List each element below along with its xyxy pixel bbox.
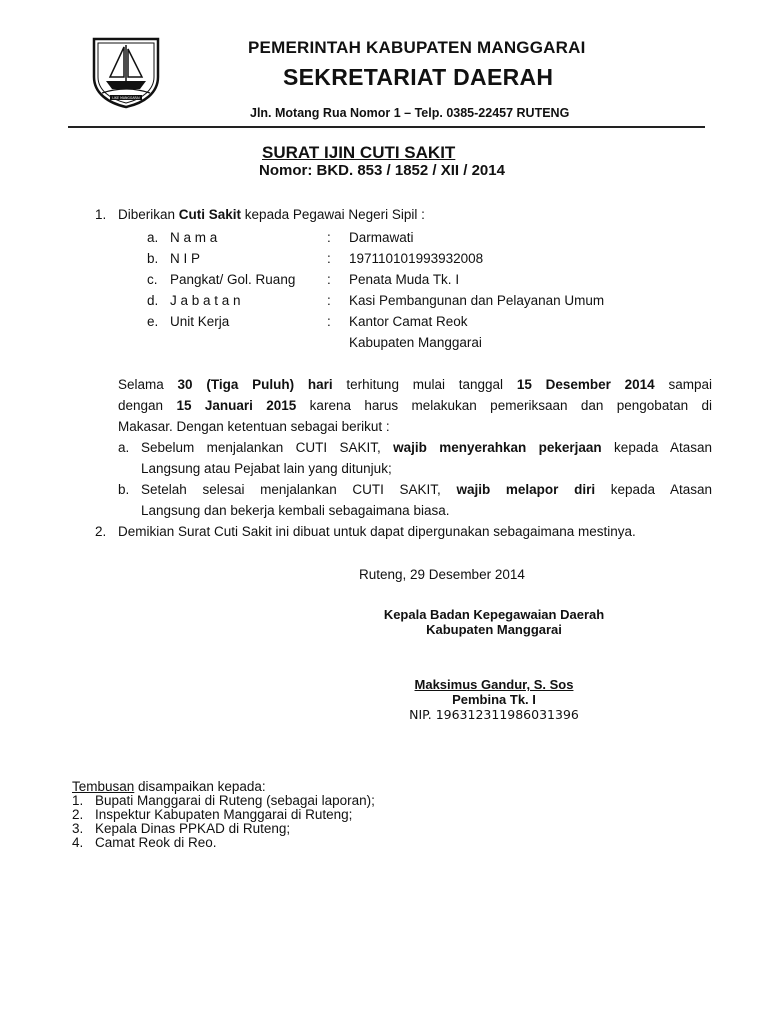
field-colon: : (327, 251, 331, 266)
field-value-name: Darmawati (349, 230, 414, 245)
signature-block (366, 607, 622, 637)
field-colon: : (327, 230, 331, 245)
field-letter: d. (147, 293, 159, 308)
header-divider (68, 126, 705, 128)
condition-a-letter: a. (118, 440, 130, 455)
field-letter: e. (147, 314, 159, 329)
signatory-title-2: Kabupaten Manggarai (426, 622, 562, 637)
cc-item: 3. Kepala Dinas PPKAD di Ruteng; (72, 821, 291, 836)
cc-heading: Tembusan disampaikan kepada: (72, 779, 266, 794)
field-letter: c. (147, 272, 158, 287)
place-date: Ruteng, 29 Desember 2014 (359, 567, 525, 582)
paragraph-line-2: dengan 15 Januari 2015 karena harus melakukan pemeriksaan dan pengobatan di (118, 398, 712, 413)
letter-title: SURAT IJIN CUTI SAKIT (262, 143, 456, 162)
header-secretariat: SEKRETARIAT DAERAH (283, 64, 554, 90)
field-colon: : (327, 293, 331, 308)
condition-b-text: Setelah selesai menjalankan CUTI SAKIT, wajib melapor diri kepada Atasan (141, 482, 713, 497)
field-value-position: Kasi Pembangunan dan Pelayanan Umum (349, 293, 605, 308)
condition-b-letter: b. (118, 482, 130, 497)
field-label-position: J a b a t a n (170, 293, 241, 308)
field-value-nip: 197110101993932008 (349, 251, 484, 266)
field-value-rank: Penata Muda Tk. I (349, 272, 460, 287)
signatory-name: Maksimus Gandur, S. Sos (414, 677, 574, 692)
field-label-unit: Unit Kerja (170, 314, 230, 329)
signatory-details (366, 677, 622, 722)
condition-b-cont: Langsung dan bekerja kembali sebagaimana biasa. (141, 503, 450, 518)
emblem-motto: LIKE MANGGARAI (112, 96, 140, 100)
field-colon: : (327, 314, 331, 329)
condition-a-cont: Langsung atau Pejabat lain yang ditunjuk; (141, 461, 392, 476)
item-2-text: Demikian Surat Cuti Sakit ini dibuat untuk dapat dipergunakan sebagaimana mestinya. (118, 524, 636, 539)
field-label-rank: Pangkat/ Gol. Ruang (170, 272, 296, 287)
cc-item: 2. Inspektur Kabupaten Manggarai di Ruteng; (72, 807, 353, 822)
field-value-unit-cont: Kabupaten Manggarai (349, 335, 482, 350)
cc-item: 4. Camat Reok di Reo. (72, 835, 217, 850)
item-1-text: Diberikan Cuti Sakit kepada Pegawai Negeri Sipil : (118, 207, 425, 222)
letter-number: Nomor: BKD. 853 / 1852 / XII / 2014 (259, 162, 505, 179)
condition-a-text: Sebelum menjalankan CUTI SAKIT, wajib menyerahkan pekerjaan kepada Atasan (141, 440, 713, 455)
cc-item: 1. Bupati Manggarai di Ruteng (sebagai laporan); (72, 793, 375, 808)
field-label-nip: N I P (170, 251, 201, 266)
field-letter: b. (147, 251, 159, 266)
signatory-rank: Pembina Tk. I (452, 692, 536, 707)
field-letter: a. (147, 230, 159, 245)
signatory-title-1: Kepala Badan Kepegawaian Daerah (383, 607, 605, 622)
paragraph-line-1: Selama 30 (Tiga Puluh) hari terhitung mulai tanggal 15 Desember 2014 sampai (118, 377, 712, 392)
signatory-nip: NIP. 196312311986031396 (409, 707, 579, 722)
header-address: Jln. Motang Rua Nomor 1 – Telp. 0385-22457 RUTENG (250, 106, 570, 120)
item-1-number: 1. (95, 207, 107, 222)
header-government: PEMERINTAH KABUPATEN MANGGARAI (248, 38, 586, 57)
item-2-number: 2. (95, 524, 107, 539)
field-value-unit: Kantor Camat Reok (349, 314, 468, 329)
field-label-name: N a m a (170, 230, 218, 245)
paragraph-line-3: Makasar. Dengan ketentuan sebagai berikut : (118, 419, 390, 434)
regency-emblem-icon (88, 33, 164, 109)
field-colon: : (327, 272, 331, 287)
